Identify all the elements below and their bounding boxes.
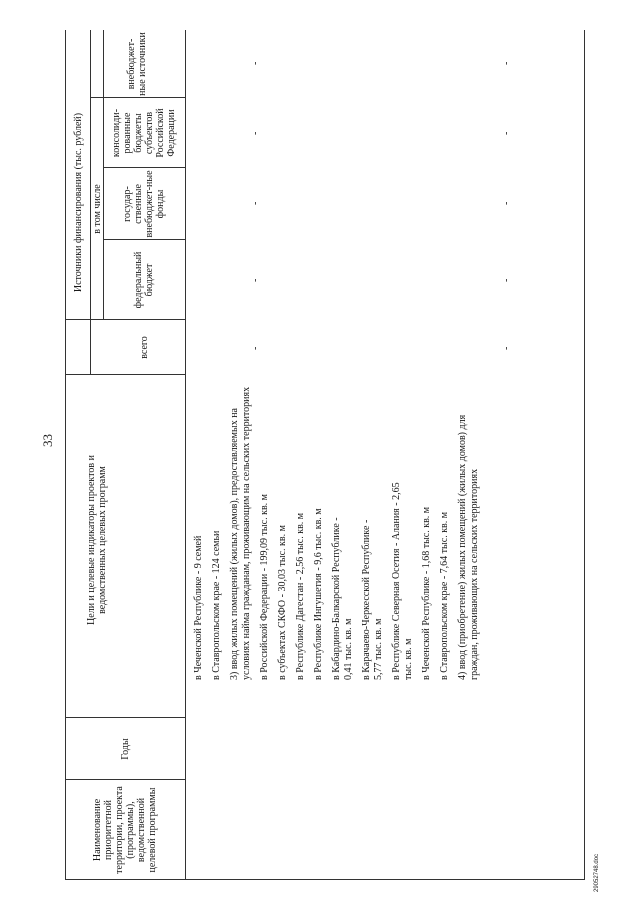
header-incl: в том числе [91,184,103,234]
dash-regional-2: - [501,131,512,135]
table-border-bottom [584,30,585,880]
list-item: в Карачаево-Черкесской Республике - 5,77 тыс. кв. м [361,519,384,680]
header-federal: федеральный бюджет [133,251,155,309]
header-regional: консолиди-рованные бюджеты субъектов Российской Федерации [111,108,177,158]
list-item: в Российской Федерации - 199,09 тыс. кв. м [259,494,270,680]
rotated-table [65,30,585,880]
list-item: в Чеченской Республике - 9 семей [193,535,204,680]
sep-state [103,239,185,240]
list-item: в Чеченской Республике - 1,68 тыс. кв. м [421,506,432,680]
dash-extra-2: - [501,61,512,65]
header-col-name: Наименование приоритетной территории, проекта (программы), ведомственной целевой программы [92,786,158,874]
header-col-goals: Цели и целевые индикаторы проектов и ведомственных целевых программ [86,455,108,625]
header-state-funds: государ-ственные внебюджет-ные фонды [122,170,166,238]
list-item: в Республике Ингушетия - 9,6 тыс. кв. м [313,508,324,680]
dash-federal-1: - [250,278,261,282]
dash-total-1: - [250,346,261,350]
header-col-years: Годы [119,738,131,760]
dash-state-2: - [501,201,512,205]
header-sources: Источники финансирования (тыс. рублей) [72,112,84,293]
list-item: в Ставропольском крае - 124 семьи [211,530,222,680]
dash-extra-1: - [250,61,261,65]
sep-regional [103,167,185,168]
sep-extra [90,97,185,98]
list-item: в Ставропольском крае - 7,64 тыс. кв. м [439,511,450,680]
dash-federal-2: - [501,278,512,282]
header-total: всего [138,336,150,359]
header-extra: внебюджет-ные источники [126,32,148,96]
header-bottom-line [185,30,186,880]
dash-regional-1: - [250,131,261,135]
table-border-top [65,30,66,880]
list-item: 4) ввод (приобретение) жилых помещений (жилых домов) для граждан, проживающих на сельских территориях [457,414,480,680]
sep [65,879,165,880]
rows-container [193,380,487,680]
list-item: в субъектах СКФО - 30,03 тыс. кв. м [277,525,288,680]
list-item: в Кабардино-Балкарской Республике - 0,41 тыс. кв. м [331,517,354,680]
list-item: в Республике Дагестан - 2,56 тыс. кв. м [295,512,306,680]
page-number: 33 [40,434,55,447]
list-item: 3) ввод жилых помещений (жилых домов), предоставляемых на условиях найма гражданам, проживающим на сельских территориях [229,386,252,680]
list-item: в Республике Северная Осетия - Алания - 2,65 тыс. кв. м [391,482,414,680]
doc-code: 29052748.doc [594,853,600,892]
dash-total-2: - [501,346,512,350]
dash-state-1: - [250,201,261,205]
